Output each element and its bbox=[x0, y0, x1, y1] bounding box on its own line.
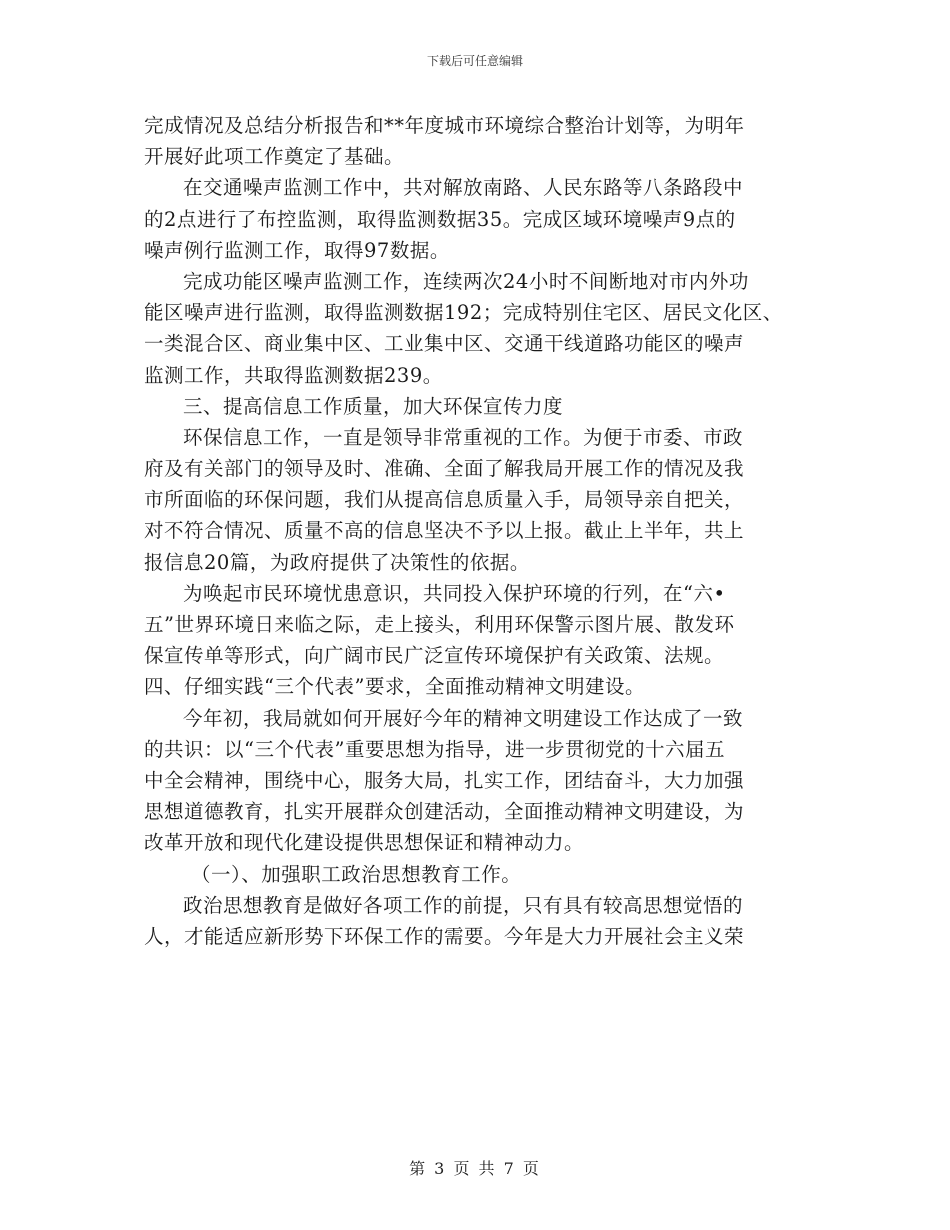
text-line: 三、提高信息工作质量，加大环保宣传力度 bbox=[183, 394, 564, 418]
page-footer: 第 3 页 共 7 页 bbox=[409, 1159, 541, 1178]
text-line: 噪声例行监测工作，取得97数据。 bbox=[144, 238, 450, 262]
text-line: 能区噪声进行监测，取得监测数据192；完成特别住宅区、居民文化区、 bbox=[144, 301, 783, 325]
text-line: 在交通噪声监测工作中，共对解放南路、人民东路等八条路段中 bbox=[183, 176, 744, 200]
text-line: 改革开放和现代化建设提供思想保证和精神动力。 bbox=[144, 831, 585, 855]
text-line: 人，才能适应新形势下环保工作的需要。今年是大力开展社会主义荣 bbox=[144, 924, 745, 948]
text-line: 中全会精神，围绕中心，服务大局，扎实工作，团结奋斗，大力加强 bbox=[144, 768, 745, 792]
text-line: 完成功能区噪声监测工作，连续两次24小时不间断地对市内外功 bbox=[183, 269, 749, 293]
text-line: 为唤起市民环境忧患意识，共同投入保护环境的行列，在“六• bbox=[183, 581, 726, 605]
text-line: 报信息20篇，为政府提供了决策性的依据。 bbox=[144, 550, 530, 574]
text-line: 完成情况及总结分析报告和**年度城市环境综合整治计划等，为明年 bbox=[144, 114, 745, 137]
text-line: 开展好此项工作奠定了基础。 bbox=[144, 145, 405, 169]
text-line: 市所面临的环保问题，我们从提高信息质量入手，局领导亲自把关， bbox=[144, 488, 745, 512]
text-line: 保宣传单等形式，向广阔市民广泛宣传环境保护有关政策、法规。 bbox=[144, 644, 725, 668]
document-body bbox=[144, 110, 814, 952]
text-line: 环保信息工作，一直是领导非常重视的工作。为便于市委、市政 bbox=[183, 425, 744, 449]
text-line: 五”世界环境日来临之际，走上接头，利用环保警示图片展、散发环 bbox=[144, 613, 735, 636]
text-line: 的共识：以“三个代表”重要思想为指导，进一步贯彻党的十六届五 bbox=[144, 737, 725, 761]
text-line: 府及有关部门的领导及时、准确、全面了解我局开展工作的情况及我 bbox=[144, 457, 745, 481]
page-header: 下载后可任意编辑 bbox=[426, 54, 523, 68]
text-line: 监测工作，共取得监测数据239。 bbox=[144, 363, 443, 387]
text-line: 一类混合区、商业集中区、工业集中区、交通干线道路功能区的噪声 bbox=[144, 332, 745, 356]
text-line: （一）、加强职工政治思想教育工作。 bbox=[191, 862, 522, 886]
text-line: 政治思想教育是做好各项工作的前提，只有具有较高思想觉悟的 bbox=[183, 893, 744, 917]
text-line: 思想道德教育，扎实开展群众创建活动，全面推动精神文明建设，为 bbox=[144, 800, 745, 824]
text-line: 今年初，我局就如何开展好今年的精神文明建设工作达成了一致 bbox=[183, 706, 744, 730]
text-line: 的2点进行了布控监测，取得监测数据35。完成区域环境噪声9点的 bbox=[144, 207, 736, 231]
text-line: 对不符合情况、质量不高的信息坚决不予以上报。截止上半年，共上 bbox=[144, 519, 745, 543]
text-line: 四、仔细实践“三个代表”要求，全面推动精神文明建设。 bbox=[144, 675, 645, 699]
